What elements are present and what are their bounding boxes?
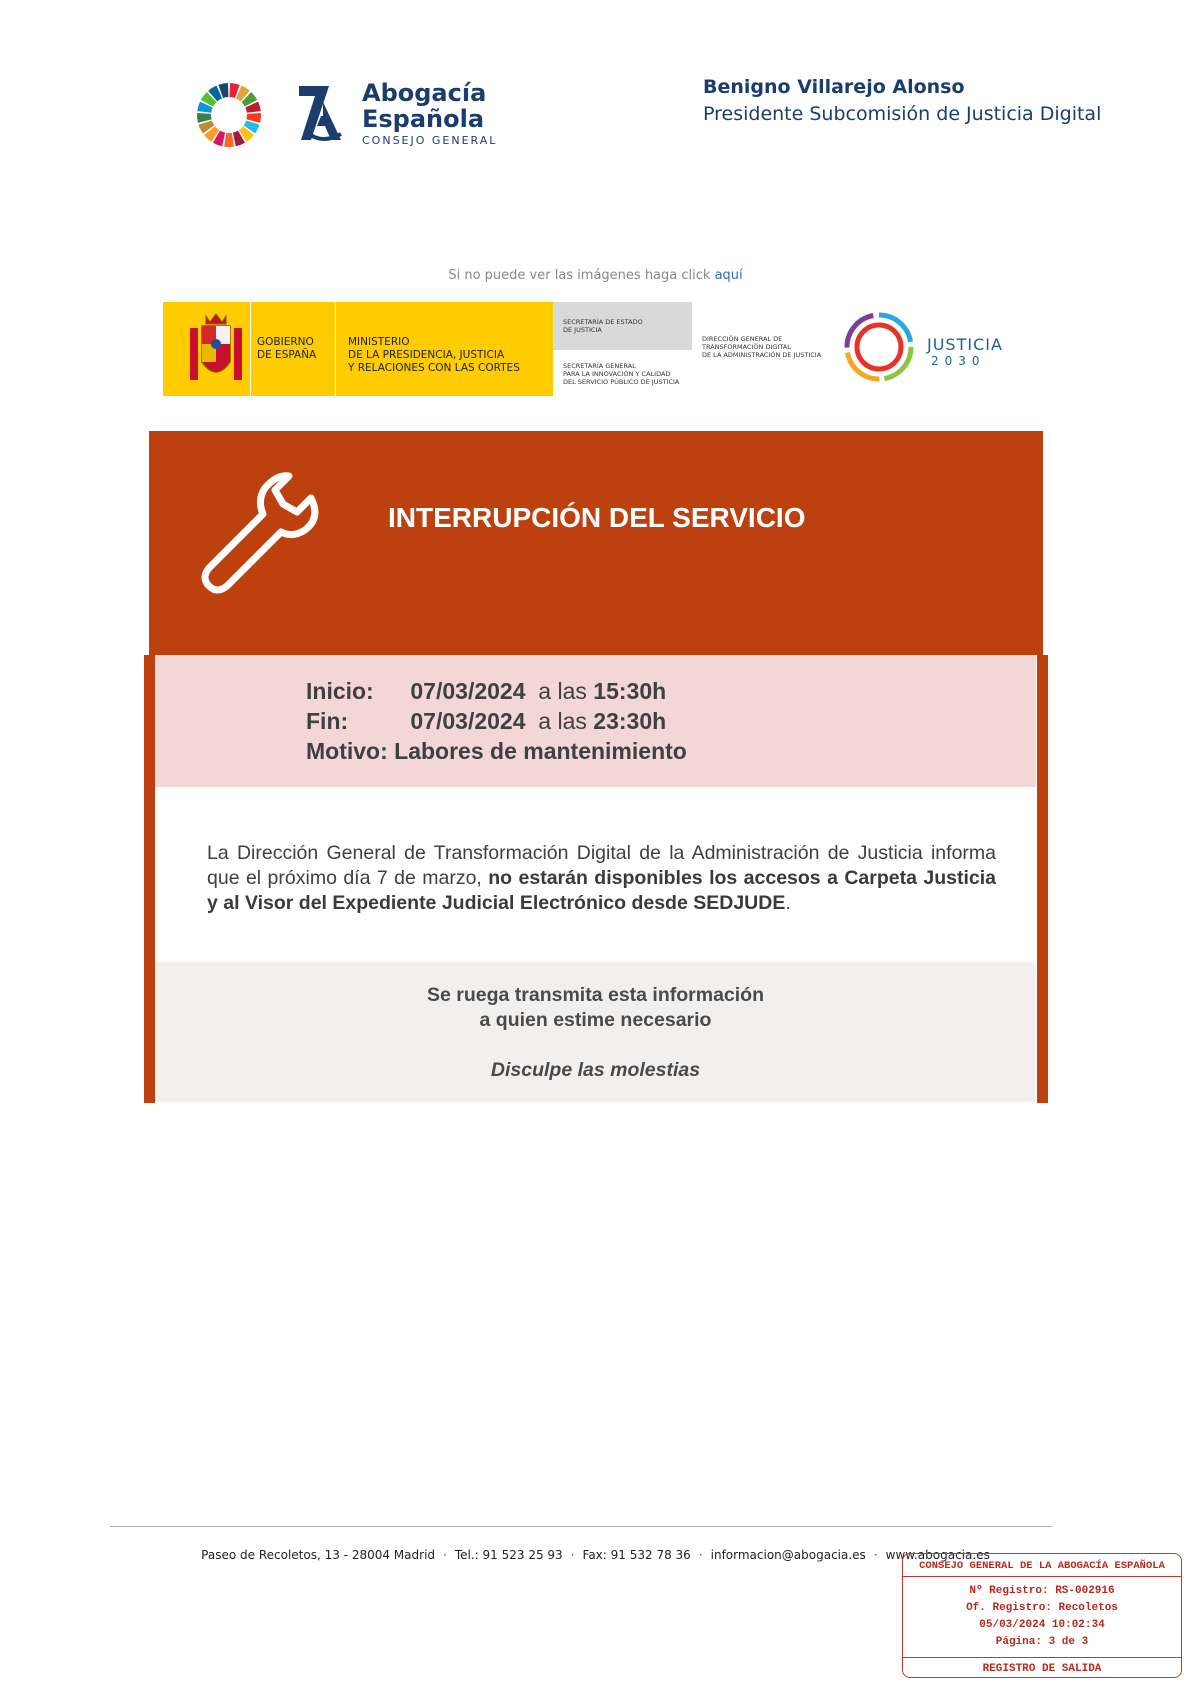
footer-web[interactable]: www.abogacia.es — [885, 1548, 990, 1562]
footer-fax: Fax: 91 532 78 36 — [582, 1548, 691, 1562]
stamp-org: CONSEJO GENERAL DE LA ABOGACÍA ESPAÑOLA — [919, 1560, 1165, 1572]
secretaria-general-line2: PARA LA INNOVACIÓN Y CALIDAD — [563, 370, 671, 378]
registry-stamp — [902, 1553, 1182, 1678]
signer-name: Benigno Villarejo Alonso — [703, 76, 965, 98]
footer-separator: · — [873, 1548, 878, 1562]
apology: Disculpe las molestias — [490, 1059, 701, 1081]
org-subtitle: CONSEJO GENERAL — [362, 134, 498, 147]
footer-phone: Tel.: 91 523 25 93 — [454, 1548, 563, 1562]
request-line2: a quien estime necesario — [479, 1009, 712, 1031]
start-date: 07/03/2024 — [410, 678, 526, 704]
justicia-2030-wordmark — [927, 335, 1003, 368]
notice-title: INTERRUPCIÓN DEL SERVICIO — [388, 502, 806, 533]
stamp-registro: Nº Registro: RS-002916 — [969, 1585, 1115, 1597]
footer-address: Paseo de Recoletos, 13 - 28004 Madrid — [201, 1548, 436, 1562]
start-connector: a las — [538, 678, 587, 704]
stamp-datetime: 05/03/2024 10:02:34 — [979, 1619, 1105, 1631]
reason-line — [306, 738, 687, 765]
footer-separator: · — [570, 1548, 575, 1562]
sdg-wheel-segment — [224, 133, 234, 147]
secretaria-estado-label — [563, 318, 643, 334]
footer-separator: · — [698, 1548, 703, 1562]
wrench-icon — [197, 470, 327, 598]
end-time: 23:30h — [593, 708, 667, 734]
gov-divider — [250, 302, 251, 396]
secretaria-general-line1: SECRETARÍA GENERAL — [563, 362, 636, 370]
justicia-2030-ring-icon — [842, 310, 916, 384]
gov-divider — [335, 302, 336, 396]
end-line — [306, 708, 666, 735]
abogacia-wordmark — [362, 80, 497, 147]
footer-email[interactable]: informacion@abogacia.es — [710, 1548, 866, 1562]
stamp-oficina: Of. Registro: Recoletos — [966, 1602, 1118, 1614]
start-time: 15:30h — [593, 678, 667, 704]
signer-role: Presidente Subcomisión de Justicia Digital — [703, 103, 1102, 125]
footer-divider — [110, 1526, 1052, 1527]
direccion-line2: TRANSFORMACIÓN DIGITAL — [702, 343, 791, 351]
coat-of-arms-icon — [186, 312, 246, 388]
reason-label: Motivo: — [306, 738, 388, 764]
sdg-wheel-logo — [196, 82, 262, 148]
image-notice-text: Si no puede ver las imágenes haga click — [448, 268, 715, 283]
request-line1: Se ruega transmita esta información — [426, 984, 765, 1006]
stamp-rule — [903, 1657, 1181, 1658]
stamp-pagina: Página: 3 de 3 — [995, 1636, 1089, 1648]
body-end: . — [785, 892, 791, 914]
gobierno-label — [257, 336, 316, 362]
start-line — [306, 678, 666, 705]
stamp-type: REGISTRO DE SALIDA — [982, 1663, 1102, 1675]
gobierno-line1: GOBIERNO — [257, 336, 314, 348]
direccion-line3: DE LA ADMINISTRACIÓN DE JUSTICIA — [702, 351, 822, 359]
signer-block — [703, 74, 1101, 128]
reason-text: Labores de mantenimiento — [394, 738, 687, 764]
justicia-word: JUSTICIA — [927, 335, 1003, 354]
stamp-rule — [903, 1576, 1181, 1577]
gobierno-line2: DE ESPAÑA — [257, 349, 317, 361]
ministerio-label — [348, 336, 520, 375]
image-notice — [0, 268, 1191, 283]
direccion-line1: DIRECCIÓN GENERAL DE — [702, 335, 783, 343]
secretaria-estado-line1: SECRETARÍA DE ESTADO — [563, 318, 643, 326]
ministerio-line2: DE LA PRESIDENCIA, JUSTICIA — [348, 349, 505, 361]
justicia-year: 2030 — [931, 354, 986, 368]
image-notice-link[interactable]: aquí — [714, 268, 743, 283]
secretaria-general-line3: DEL SERVICIO PÚBLICO DE JUSTICIA — [563, 378, 680, 386]
end-connector: a las — [538, 708, 587, 734]
org-name-line1: Abogacía — [362, 79, 487, 107]
end-label: Fin: — [306, 708, 349, 734]
notice-body — [207, 841, 996, 916]
abogacia-logo-mark — [295, 82, 345, 146]
end-date: 07/03/2024 — [410, 708, 526, 734]
secretaria-estado-line2: DE JUSTICIA — [563, 326, 602, 334]
footer-separator: · — [443, 1548, 447, 1562]
start-label: Inicio: — [306, 678, 374, 704]
left-border-bar — [144, 655, 155, 1103]
body-intro: La Dirección General de Transformación Digital de la Administración de Justicia informa que el próximo día 7 de marzo, — [207, 842, 996, 889]
org-name-line2: Española — [362, 105, 485, 133]
ministerio-line3: Y RELACIONES CON LAS CORTES — [348, 362, 520, 374]
body-bold: no estarán disponibles los accesos a Carpeta Justicia y al Visor del Expediente Judicial Electrónico desde SEDJUDE — [207, 867, 996, 914]
right-border-bar — [1037, 655, 1048, 1103]
secretaria-general-label — [563, 362, 679, 386]
ministerio-line1: MINISTERIO — [348, 336, 410, 348]
direccion-general-label — [702, 335, 821, 359]
